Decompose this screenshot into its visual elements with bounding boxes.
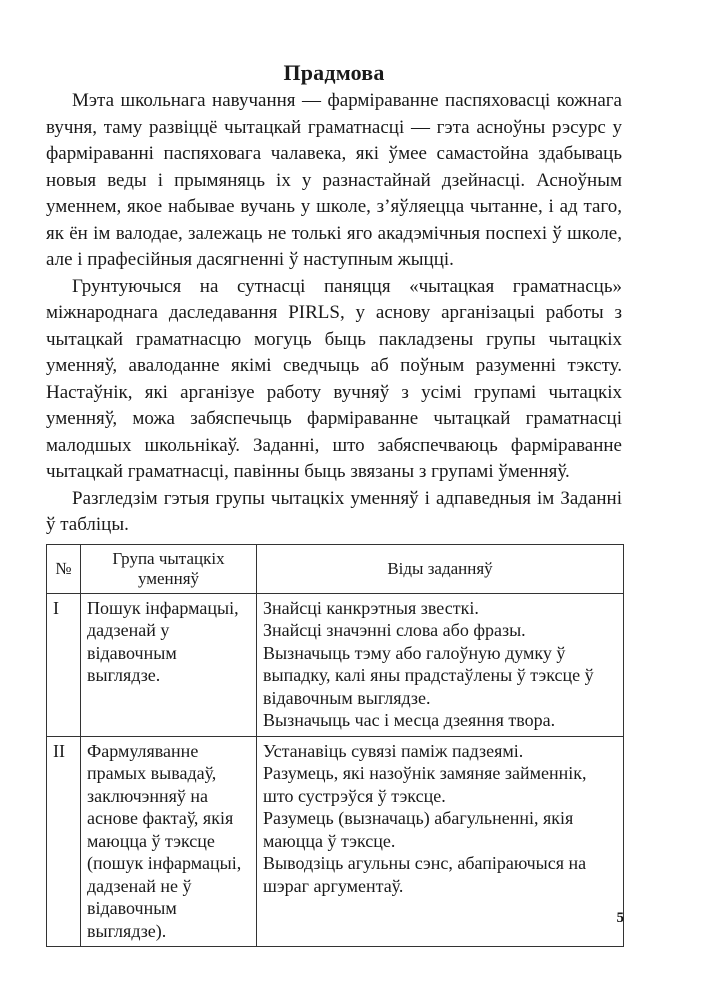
reading-skills-table: [46, 544, 624, 948]
task-item: Вызначыць тэму або галоўную думку ў выпадку, калі яны прадстаўлены ў тэксце ў відавочным выглядзе.: [263, 642, 594, 708]
intro-paragraph-1: Мэта школьнага навучання — фарміраванне паспяховасці кожнага вучня, таму развіццё чытацкай граматнасці — гэта асноўны рэсурс у фарміраванні паспяховага чалавека, які ўмее самастойна здабываць новыя веды і прымяняць іх у разнастайнай дзейнасці. Асноўным уменнем, якое набывае вучань у школе, з’яўляецца чытанне, і ад таго, як ён ім валодае, залежаць не толькі яго акадэмічныя поспехі ў школе, але і прафесійныя дасягненні ў наступным жыцці.: [46, 90, 622, 270]
table-row: [47, 593, 624, 736]
intro-paragraph-3: Разгледзім гэтыя групы чытацкіх уменняў і адпаведныя ім Заданні ў табліцы.: [46, 487, 622, 535]
header-task-types: Віды заданняў: [257, 544, 624, 593]
task-item: Знайсці значэнні слова або фразы.: [263, 620, 526, 640]
table-row: [47, 736, 624, 947]
task-item: Устанавіць сувязі паміж падзеямі.: [263, 740, 524, 761]
page-title: Прадмова: [283, 60, 385, 85]
header-skill-group: Група чытацкіх уменняў: [81, 544, 257, 593]
task-item: Знайсці канкрэтныя звесткі.: [263, 597, 479, 618]
task-item: Выводзіць агульны сэнс, абапіраючыся на шэраг аргументаў.: [263, 853, 587, 896]
row-skill-group: Фармуляванне прамых вывадаў, заключэнняў на аснове фактаў, якія маюцца ў тэксце (пошук інфармацыі, дадзенай не ў відавочным выглядзе).: [81, 736, 257, 947]
row-task-types: [257, 736, 624, 947]
row-task-types: [257, 593, 624, 736]
row-skill-group: Пошук інфармацыі, дадзенай у відавочным выглядзе.: [81, 593, 257, 736]
task-item: Разумець (вызначаць) абагульненні, якія маюцца ў тэксце.: [263, 808, 574, 851]
intro-paragraph-2: Грунтуючыся на сутнасці паняцця «чытацкая граматнасць» міжнароднага даследавання PIRLS, у аснову арганізацыі работы з чытацкай граматнасцю могуць быць пакладзены групы чытацкіх уменняў, авалоданне якімі сведчыць аб поўным разуменні тэксту. Настаўнік, які арганізуе работу вучняў з усімі групамі чытацкіх уменняў, можа забяспечыць фарміраванне чытацкай граматнасці малодшых школьнікаў. Заданні, што забяспечваюць фарміраванне чытацкай граматнасці, павінны быць звязаны з групамі ўменняў.: [46, 275, 622, 482]
table-header-row: [47, 544, 624, 593]
row-number: II: [47, 736, 81, 947]
task-item: Вызначыць час і месца дзеяння твора.: [263, 710, 556, 730]
task-item: Разумець, які назоўнік замяняе займеннік, што сустрэўся ў тэксце.: [263, 763, 587, 806]
header-number: №: [47, 544, 81, 593]
row-number: I: [47, 593, 81, 736]
page-number: 5: [616, 910, 624, 926]
page-content: [46, 58, 622, 947]
